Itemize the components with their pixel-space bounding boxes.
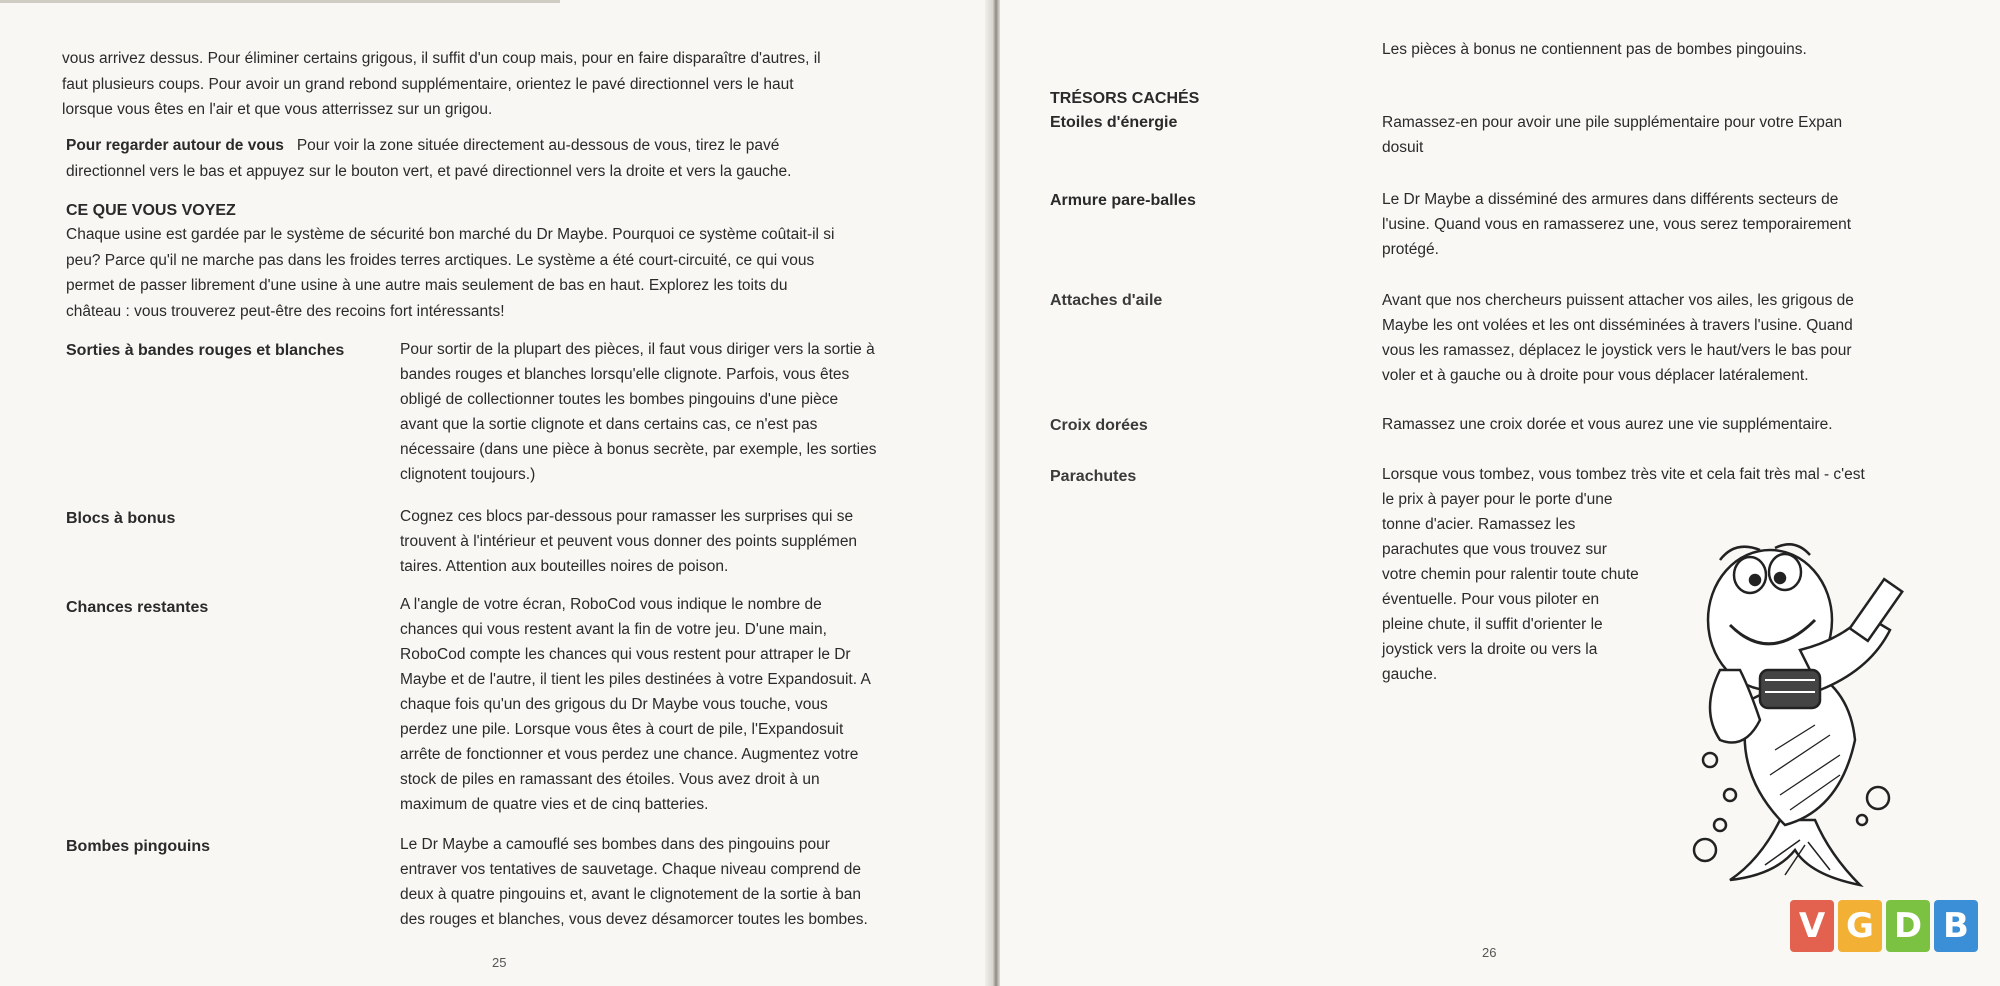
term-wing-attachments: Attaches d'aile xyxy=(1050,292,1163,309)
section-heading-what-you-see: CE QUE VOUS VOYEZ xyxy=(66,202,236,219)
look-around-line: directionnel vers le bas et appuyez sur le bouton vert, et pavé directionnel vers la droite et vers la gauche. xyxy=(66,162,792,180)
vgdb-watermark-logo xyxy=(1790,900,1978,952)
definition-wing-attachments xyxy=(1382,288,1942,388)
definition-line: maximum de quatre vies et de cinq batteries. xyxy=(400,796,709,813)
definition-line: parachutes que vous trouvez sur xyxy=(1382,541,1607,558)
definition-line: clignotent toujours.) xyxy=(400,466,536,483)
definition-line: avant que la sortie clignote et dans certains cas, ce n'est pas xyxy=(400,416,818,433)
section-line: château : vous trouverez peut-être des recoins fort intéressants! xyxy=(66,302,505,320)
bubble-icon xyxy=(1857,815,1867,825)
definition-line: éventuelle. Pour vous piloter en xyxy=(1382,591,1600,608)
definition-remaining-chances xyxy=(400,592,960,817)
definition-line: chaque fois qu'un des grigous du Dr Maybe vous touche, vous xyxy=(400,696,828,713)
definition-line: des rouges et blanches, vous devez désamorcer toutes les bombes. xyxy=(400,911,868,928)
term-remaining-chances: Chances restantes xyxy=(66,599,209,616)
definition-line: trouvent à l'intérieur et peuvent vous donner des points supplémen xyxy=(400,533,858,550)
bubble-icon xyxy=(1694,839,1716,861)
definition-line: arrête de fonctionner et vous perdez une chance. Augmentez votre xyxy=(400,746,859,763)
page-number-left: 25 xyxy=(492,955,507,970)
definition-line: RoboCod compte les chances qui vous restent pour attraper le Dr xyxy=(400,646,851,663)
term-parachutes: Parachutes xyxy=(1050,468,1137,485)
definition-penguin-bombs xyxy=(400,832,970,932)
term-armour: Armure pare-balles xyxy=(1050,192,1196,209)
definition-line: vous les ramassez, déplacez le joystick vers le haut/vers le bas pour xyxy=(1382,342,1852,359)
definition-line: taires. Attention aux bouteilles noires de poison. xyxy=(400,558,729,575)
fish-tail xyxy=(1730,820,1860,885)
watermark-letter: B xyxy=(1934,900,1978,952)
definition-line: chances qui vous restent avant la fin de votre jeu. D'une main, xyxy=(400,621,827,638)
watermark-letter: D xyxy=(1886,900,1930,952)
definition-line: Lorsque vous tombez, vous tombez très vite et cela fait très mal - c'est xyxy=(1382,466,1865,483)
definition-line: stock de piles en ramassant des étoiles. Vous avez droit à un xyxy=(400,771,820,788)
term-energy-stars: Etoiles d'énergie xyxy=(1050,114,1178,131)
right-eye xyxy=(1769,554,1801,590)
definition-line: le prix à payer pour le porte d'une xyxy=(1382,491,1613,508)
term-bonus-blocks: Blocs à bonus xyxy=(66,510,176,527)
term-penguin-bombs: Bombes pingouins xyxy=(66,838,210,855)
definition-exit-stripes xyxy=(400,337,960,487)
robocod-fish-illustration xyxy=(1690,520,1920,900)
bubble-icon xyxy=(1724,789,1736,801)
definition-line: tonne d'acier. Ramassez les xyxy=(1382,516,1576,533)
right-page xyxy=(1000,0,2000,986)
definition-line: Maybe et de l'autre, il tient les piles destinées à votre Expandosuit. A xyxy=(400,671,871,688)
left-page xyxy=(0,0,990,986)
left-eye xyxy=(1734,557,1766,593)
intro-line: faut plusieurs coups. Pour avoir un grand rebond supplémentaire, orientez le pavé directionnel vers le haut xyxy=(62,75,794,93)
what-you-see-paragraph xyxy=(66,222,966,324)
look-around-line: Pour voir la zone située directement au-dessous de vous, tirez le pavé xyxy=(296,137,780,154)
definition-line: Avant que nos chercheurs puissent attacher vos ailes, les grigous de xyxy=(1382,292,1854,309)
watermark-letter: V xyxy=(1790,900,1834,952)
term-gold-crosses: Croix dorées xyxy=(1050,417,1148,434)
bonus-room-note: Les pièces à bonus ne contiennent pas de bombes pingouins. xyxy=(1382,41,1807,58)
definition-line: Ramassez une croix dorée et vous aurez une vie supplémentaire. xyxy=(1382,416,1833,433)
section-heading-hidden-treasures: TRÉSORS CACHÉS xyxy=(1050,90,1200,107)
definition-line: Le Dr Maybe a disséminé des armures dans différents secteurs de xyxy=(1382,191,1839,208)
definition-armour xyxy=(1382,187,1942,262)
definition-line: Le Dr Maybe a camouflé ses bombes dans des pingouins pour xyxy=(400,836,830,853)
definition-line: voler et à gauche ou à droite pour vous déplacer latéralement. xyxy=(1382,367,1809,384)
definition-line: entraver vos tentatives de sauvetage. Chaque niveau comprend de xyxy=(400,861,861,878)
definition-line: Maybe les ont volées et les ont disséminées à travers l'usine. Quand xyxy=(1382,317,1853,334)
definition-line: Pour sortir de la plupart des pièces, il faut vous diriger vers la sortie à xyxy=(400,341,875,358)
definition-line: l'usine. Quand vous en ramasserez une, vous serez temporairement xyxy=(1382,216,1852,233)
watermark-letter: G xyxy=(1838,900,1882,952)
definition-line: nécessaire (dans une pièce à bonus secrète, par exemple, les sorties xyxy=(400,441,877,458)
definition-line: perdez une pile. Lorsque vous êtes à court de pile, l'Expandosuit xyxy=(400,721,844,738)
intro-line: vous arrivez dessus. Pour éliminer certains grigous, il suffit d'un coup mais, pour en faire disparaître d'autres, il xyxy=(62,50,821,67)
definition-line: votre chemin pour ralentir toute chute xyxy=(1382,566,1639,583)
page-number-right: 26 xyxy=(1482,945,1497,960)
bubble-icon xyxy=(1714,819,1726,831)
definition-line: joystick vers la droite ou vers la xyxy=(1382,641,1598,658)
bubble-icon xyxy=(1867,787,1889,809)
definition-line: pleine chute, il suffit d'orienter le xyxy=(1382,616,1603,633)
intro-line: lorsque vous êtes en l'air et que vous atterrissez sur un grigou. xyxy=(62,101,493,118)
term-exit-stripes: Sorties à bandes rouges et blanches xyxy=(66,342,345,359)
right-pupil xyxy=(1775,573,1785,583)
definition-line: obligé de collectionner toutes les bombes pingouins d'une pièce xyxy=(400,391,839,408)
definition-line: bandes rouges et blanches lorsqu'elle clignote. Parfois, vous êtes xyxy=(400,366,850,383)
bubble-icon xyxy=(1703,753,1717,767)
section-line: peu? Parce qu'il ne marche pas dans les froides terres arctiques. Le système a été court-circuité, ce qui vous xyxy=(66,251,815,269)
left-pupil xyxy=(1750,575,1760,585)
definition-line: dosuit xyxy=(1382,139,1424,156)
definition-energy-stars xyxy=(1382,110,1942,160)
look-around-paragraph xyxy=(66,133,966,184)
definition-line: deux à quatre pingouins et, avant le clignotement de la sortie à ban xyxy=(400,886,862,903)
definition-line: gauche. xyxy=(1382,666,1438,683)
section-line: Chaque usine est gardée par le système de sécurité bon marché du Dr Maybe. Pourquoi ce système coûtait-il si xyxy=(66,226,835,243)
definition-bonus-blocks xyxy=(400,504,960,579)
chest-armour xyxy=(1760,670,1820,708)
definition-line: Cognez ces blocs par-dessous pour ramasser les surprises qui se xyxy=(400,508,854,525)
look-around-title: Pour regarder autour de vous xyxy=(66,137,284,154)
definition-gold-crosses xyxy=(1382,412,1942,437)
section-line: permet de passer librement d'une usine à une autre mais seulement de bas en haut. Explorez les toits du xyxy=(66,277,788,294)
definition-line: protégé. xyxy=(1382,241,1439,258)
intro-paragraph xyxy=(62,46,962,123)
definition-line: A l'angle de votre écran, RoboCod vous indique le nombre de xyxy=(400,596,822,613)
top-rule xyxy=(0,0,560,3)
definition-line: Ramassez-en pour avoir une pile supplémentaire pour votre Expan xyxy=(1382,114,1843,131)
